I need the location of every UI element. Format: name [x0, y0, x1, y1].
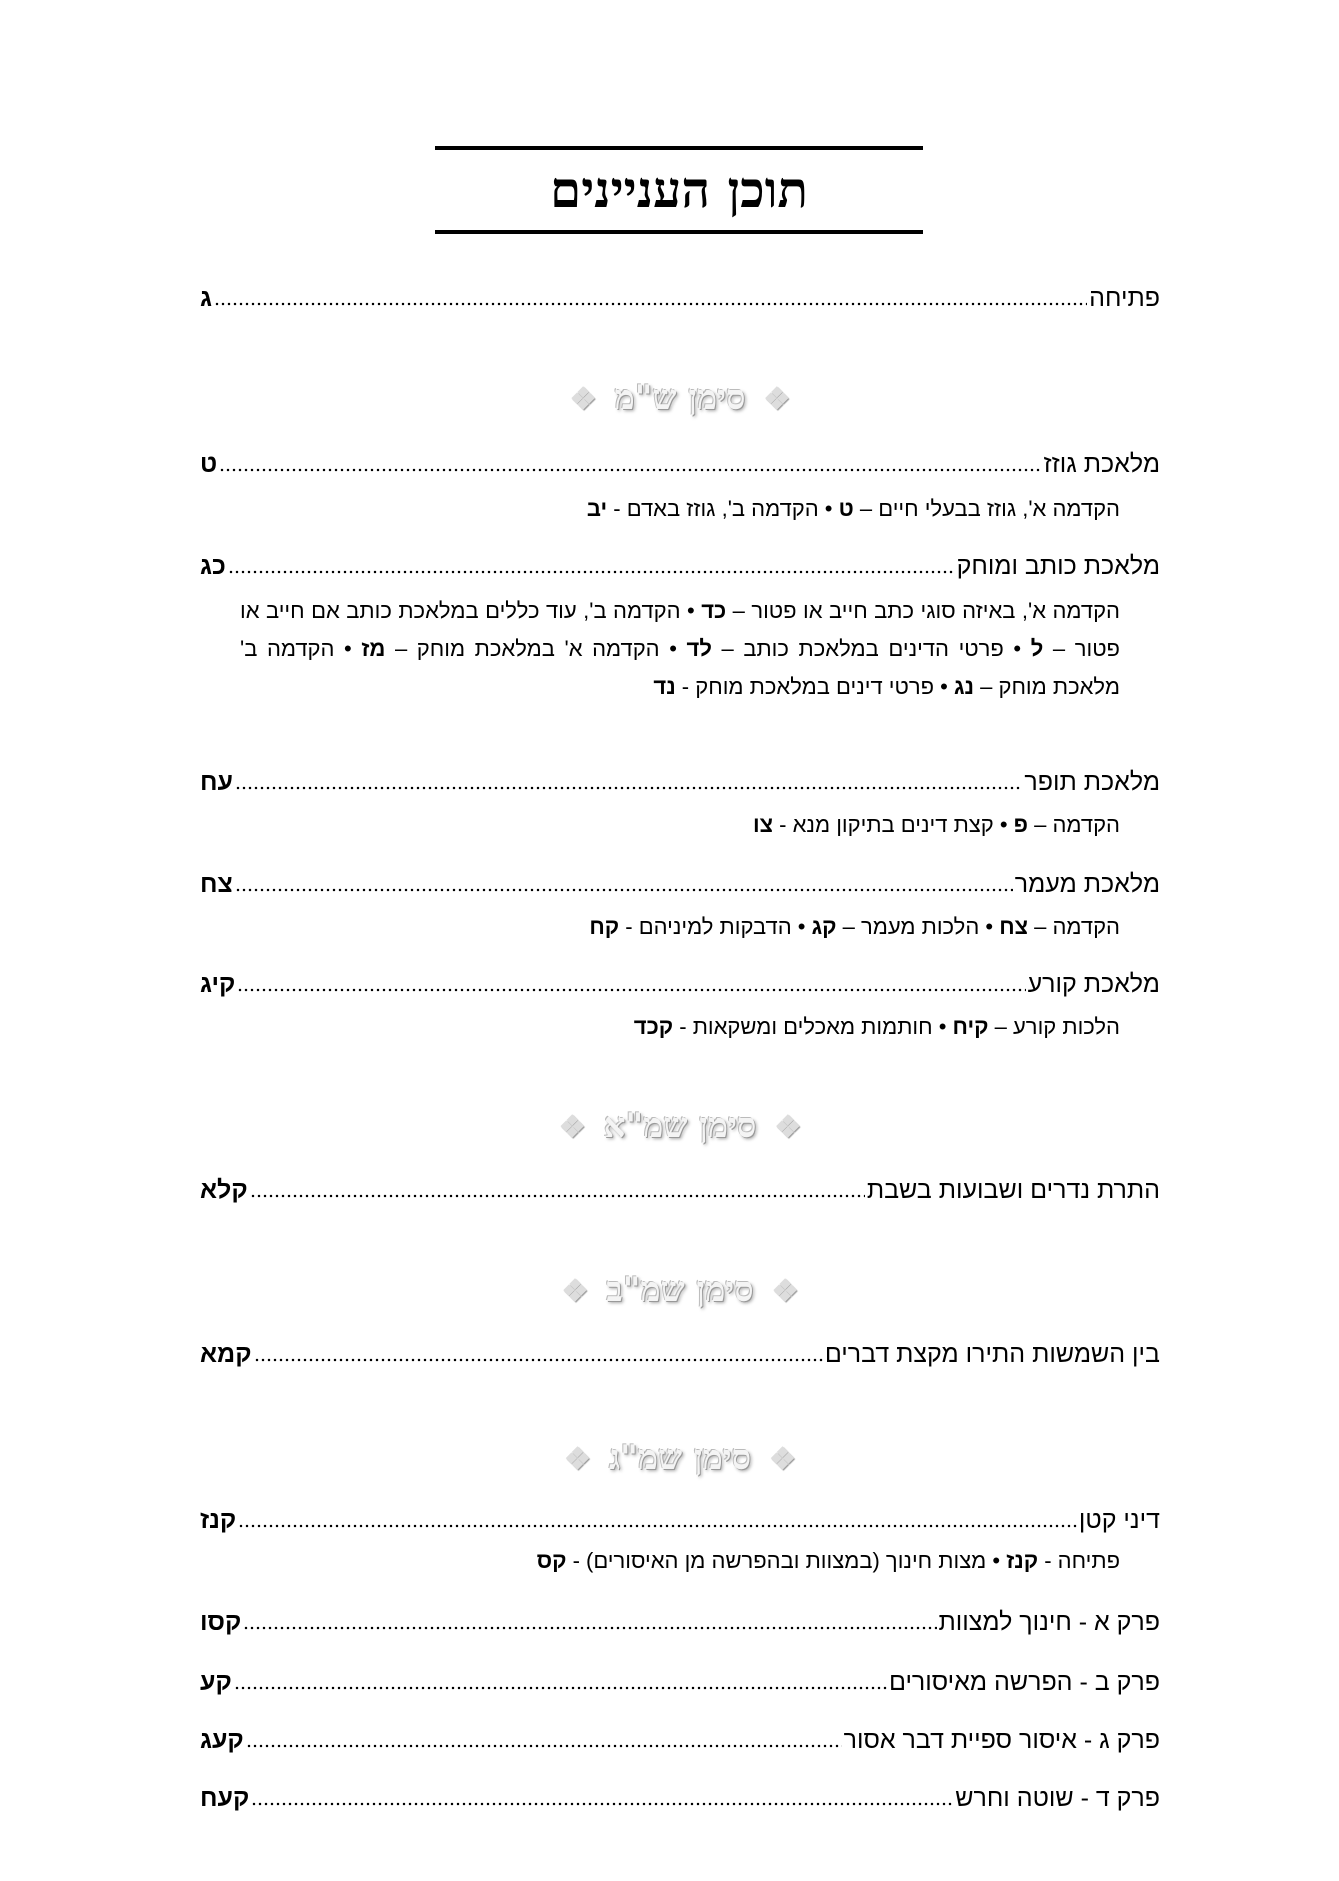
entry-title: פרק ד - שוטה וחרש [955, 1784, 1160, 1812]
dot-leader [235, 888, 1013, 892]
subentry-page: קכד [633, 1014, 674, 1039]
subentry-text: הקדמה – [1028, 914, 1120, 939]
toc-entry[interactable] [200, 1666, 1160, 1698]
subentry-page: קג [811, 914, 837, 939]
subentry-text: • הקדמה ב', גוזז באדם - [607, 496, 839, 521]
toc-entry[interactable] [200, 1782, 1160, 1814]
subentry-text: • הקדמה ב', עוד כללים במלאכת כותב אם חייב או פטור – [240, 598, 1120, 661]
dot-leader [251, 1802, 953, 1806]
dot-leader [214, 302, 1087, 306]
subentry-page: נד [653, 674, 676, 699]
subentry-page: צח [999, 914, 1029, 939]
subentry-page: קנז [1006, 1548, 1039, 1573]
dot-leader [246, 1744, 842, 1748]
subentry-page: צו [753, 812, 774, 837]
dot-leader [228, 570, 955, 574]
entry-title: פתיחה [1089, 284, 1160, 312]
entry-title: מלאכת קורע [1027, 970, 1160, 998]
subentry-list [240, 1542, 1120, 1580]
section-title: סימן שמ"א [603, 1106, 757, 1146]
subentry-page: קס [536, 1548, 567, 1573]
entry-title: דיני קטן [1078, 1506, 1160, 1534]
page-number: קמא [200, 1340, 252, 1368]
subentry-text: • חותמות מאכלים ומשקאות - [673, 1014, 953, 1039]
toc-entry[interactable] [200, 868, 1160, 900]
subentry-text: הקדמה א', גוזז בבעלי חיים – [853, 496, 1120, 521]
toc-entry[interactable] [200, 550, 1160, 582]
entry-title: מלאכת כותב ומוחק [956, 552, 1160, 580]
subentry-page: קח [589, 914, 620, 939]
subentry-page: מז [361, 636, 386, 661]
entry-title: מלאכת גוזז [1043, 450, 1160, 478]
subentry-text: • הדבקות למיניהם - [619, 914, 812, 939]
entry-title: פרק א - חינוך למצוות [938, 1608, 1160, 1636]
dot-leader [237, 988, 1025, 992]
entry-title: התרת נדרים ושבועות בשבת [866, 1176, 1160, 1204]
toc-entry[interactable] [200, 1338, 1160, 1370]
section-header [500, 1268, 860, 1314]
dot-leader [250, 1194, 865, 1198]
subentry-text: הלכות קורע – [988, 1014, 1120, 1039]
subentry-text: • הקדמה ב' מלאכת מוחק – [240, 636, 1120, 699]
subentry-page: קיח [952, 1014, 989, 1039]
toc-entry[interactable] [200, 1724, 1160, 1756]
section-header [500, 376, 860, 422]
subentry-text: • פרטי דינים במלאכת מוחק - [675, 674, 954, 699]
subentry-list [240, 490, 1120, 528]
subentry-page: כד [701, 598, 727, 623]
ornament-icon: ❖ [763, 382, 791, 417]
subentry-list [240, 592, 1120, 706]
dot-leader [254, 1358, 823, 1362]
subentry-text: • הלכות מעמר – [836, 914, 1000, 939]
page-number: קעג [200, 1726, 244, 1754]
ornament-icon: ❖ [771, 1274, 799, 1309]
dot-leader [234, 1686, 887, 1690]
subentry-page: נג [953, 674, 975, 699]
subentry-page: ט [838, 496, 854, 521]
section-header [500, 1104, 860, 1150]
subentry-page: ל [1030, 636, 1044, 661]
dot-leader [238, 1524, 1077, 1528]
ornament-icon: ❖ [558, 1110, 586, 1145]
subentry-text: הקדמה א', באיזה סוגי כתב חייב או פטור – [726, 598, 1120, 623]
section-title: סימן ש"מ [614, 378, 746, 418]
page-number: ג [200, 284, 212, 312]
subentry-page: לד [686, 636, 712, 661]
toc-entry[interactable] [200, 282, 1160, 314]
page-number: כג [200, 552, 226, 580]
page-number: קנז [200, 1506, 237, 1534]
entry-title: פרק ב - הפרשה מאיסורים [888, 1668, 1160, 1696]
title-rule-bottom [435, 230, 923, 234]
ornament-icon: ❖ [774, 1110, 802, 1145]
page-number: קיג [200, 970, 236, 998]
toc-entry[interactable] [200, 448, 1160, 480]
subentry-text: • קצת דינים בתיקון מנא - [773, 812, 1014, 837]
ornament-icon: ❖ [569, 382, 597, 417]
subentry-text: • פרטי הדינים במלאכת כותב – [711, 636, 1031, 661]
subentry-list [240, 908, 1120, 946]
subentry-text: • מצות חינוך (במצוות ובהפרשה מן האיסורים) - [566, 1548, 1007, 1573]
entry-title: מלאכת תופר [1024, 768, 1160, 796]
page-number: קע [200, 1668, 232, 1696]
subentry-text: פתיחה - [1038, 1548, 1120, 1573]
title-rule-top [435, 146, 923, 150]
page-number: קעח [200, 1784, 250, 1812]
dot-leader [243, 1626, 936, 1630]
entry-title: פרק ג - איסור ספיית דבר אסור [843, 1726, 1160, 1754]
entry-title: בין השמשות התירו מקצת דברים [824, 1340, 1160, 1368]
page-title: תוכן העניינים [550, 160, 808, 219]
toc-entry[interactable] [200, 1606, 1160, 1638]
entry-title: מלאכת מעמר [1014, 870, 1160, 898]
dot-leader [219, 468, 1041, 472]
section-title: סימן שמ"ב [606, 1270, 754, 1310]
toc-entry[interactable] [200, 1504, 1160, 1536]
ornament-icon: ❖ [561, 1274, 589, 1309]
page-number: קלא [200, 1176, 248, 1204]
toc-entry[interactable] [200, 968, 1160, 1000]
page-number: קסו [200, 1608, 242, 1636]
dot-leader [235, 786, 1022, 790]
subentry-list [240, 806, 1120, 844]
page-number: ט [200, 450, 218, 478]
ornament-icon: ❖ [769, 1442, 796, 1477]
section-header [500, 1436, 860, 1482]
subentry-text: • הקדמה א' במלאכת מוחק – [385, 636, 687, 661]
toc-entry[interactable] [200, 766, 1160, 798]
page-number: עח [200, 768, 233, 796]
toc-entry[interactable] [200, 1174, 1160, 1206]
ornament-icon: ❖ [564, 1442, 591, 1477]
subentry-page: פ [1013, 812, 1029, 837]
subentry-text: הקדמה – [1028, 812, 1120, 837]
section-title: סימן שמ"ג [608, 1438, 752, 1478]
subentry-list [240, 1008, 1120, 1046]
page-number: צח [200, 870, 233, 898]
subentry-page: יב [586, 496, 608, 521]
